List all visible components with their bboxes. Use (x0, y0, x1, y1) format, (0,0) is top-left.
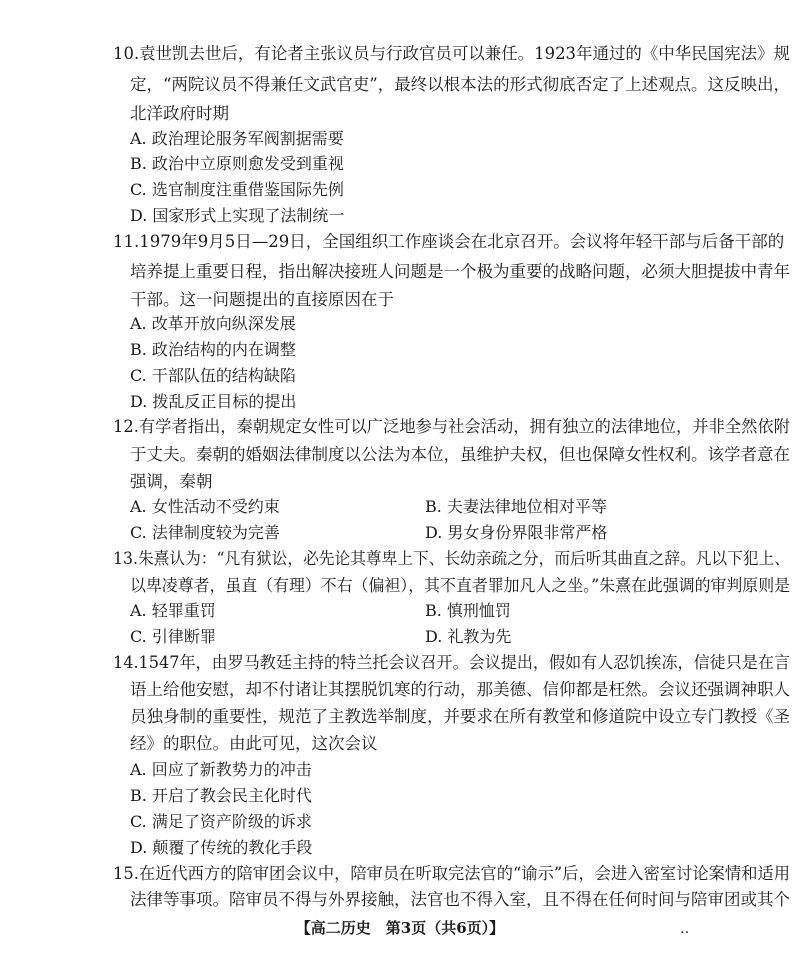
option-d: D. 礼教为先 (425, 627, 512, 646)
option-b: B. 慎刑恤罚 (425, 601, 511, 620)
question-line: 培养提上重要日程，指出解决接班人问题是一个极为重要的战略问题，必须大胆提拔中青年 (130, 262, 790, 281)
question-line: 语上给他安慰，却不付诸让其摆脱饥寒的行动，那美德、信仰都是枉然。会议还强调神职人 (130, 680, 790, 699)
question-line: 员独身制的重要性，规范了主教选举制度，并要求在所有教堂和修道院中设立专门教授《圣 (130, 707, 790, 726)
page-footer: 【高二历史 第3页（共6页）】 (295, 919, 505, 937)
question-line: 13.朱熹认为：“凡有狱讼，必先论其尊卑上下、长幼亲疏之分，而后听其曲直之辞。凡以下犯上、 (113, 549, 790, 568)
option-d: D. 男女身份界限非常严格 (425, 523, 608, 542)
question-line: 15.在近代西方的陪审团会议中，陪审员在听取完法官的“谕示”后，会进入密室讨论案情和适用 (113, 864, 791, 883)
question-line: 于丈夫。秦朝的婚姻法律制度以公法为本位，虽维护夫权，但也保障女性权利。该学者意在 (130, 445, 790, 464)
option-a: A. 回应了新教势力的冲击 (130, 760, 312, 779)
question-line: 经》的职位。由此可见，这次会议 (130, 734, 378, 753)
option-c: C. 满足了资产阶级的诉求 (130, 812, 312, 831)
question-line: 干部。这一问题提出的直接原因在于 (130, 290, 394, 309)
question-line: 以卑凌尊者，虽直（有理）不右（偏袒），其不直者罪加凡人之坐。”朱熹在此强调的审判原则是 (130, 576, 791, 595)
corner-mark: ‥ (680, 921, 690, 937)
option-c: C. 法律制度较为完善 (130, 523, 280, 542)
option-b: B. 开启了教会民主化时代 (130, 786, 312, 805)
option-d: D. 拨乱反正目标的提出 (130, 392, 297, 411)
option-a: A. 轻罪重罚 (130, 601, 216, 620)
question-line: 14.1547年，由罗马教廷主持的特兰托会议召开。会议提出，假如有人忍饥挨冻，信徒只是在言 (113, 653, 791, 672)
question-line: 10.袁世凯去世后，有论者主张议员与行政官员可以兼任。1923年通过的《中华民国宪法》规 (113, 44, 790, 63)
question-line: 12.有学者指出，秦朝规定女性可以广泛地参与社会活动，拥有独立的法律地位，并非全然依附 (113, 417, 790, 436)
question-line: 11.1979年9月5日—29日，全国组织工作座谈会在北京召开。会议将年轻干部与后备干部的 (113, 232, 785, 251)
option-c: C. 引律断罪 (130, 627, 216, 646)
option-c: C. 选官制度注重借鉴国际先例 (130, 180, 344, 199)
question-line: 北洋政府时期 (130, 104, 229, 123)
question-line: 强调，秦朝 (130, 472, 213, 491)
question-line: 定，“两院议员不得兼任文武官吏”，最终以根本法的形式彻底否定了上述观点。这反映出， (130, 75, 790, 94)
option-b: B. 夫妻法律地位相对平等 (425, 497, 607, 516)
option-a: A. 政治理论服务军阀割据需要 (130, 129, 344, 148)
option-d: D. 国家形式上实现了法制统一 (130, 206, 345, 225)
option-a: A. 女性活动不受约束 (130, 497, 280, 516)
option-b: B. 政治结构的内在调整 (130, 340, 296, 359)
question-line: 法律等事项。陪审员不得与外界接触，法官也不得入室，且不得在任何时间与陪审团或其个 (130, 890, 790, 909)
option-d: D. 颠覆了传统的教化手段 (130, 838, 313, 857)
option-a: A. 改革开放向纵深发展 (130, 314, 296, 333)
option-c: C. 干部队伍的结构缺陷 (130, 366, 296, 385)
option-b: B. 政治中立原则愈发受到重视 (130, 154, 344, 173)
